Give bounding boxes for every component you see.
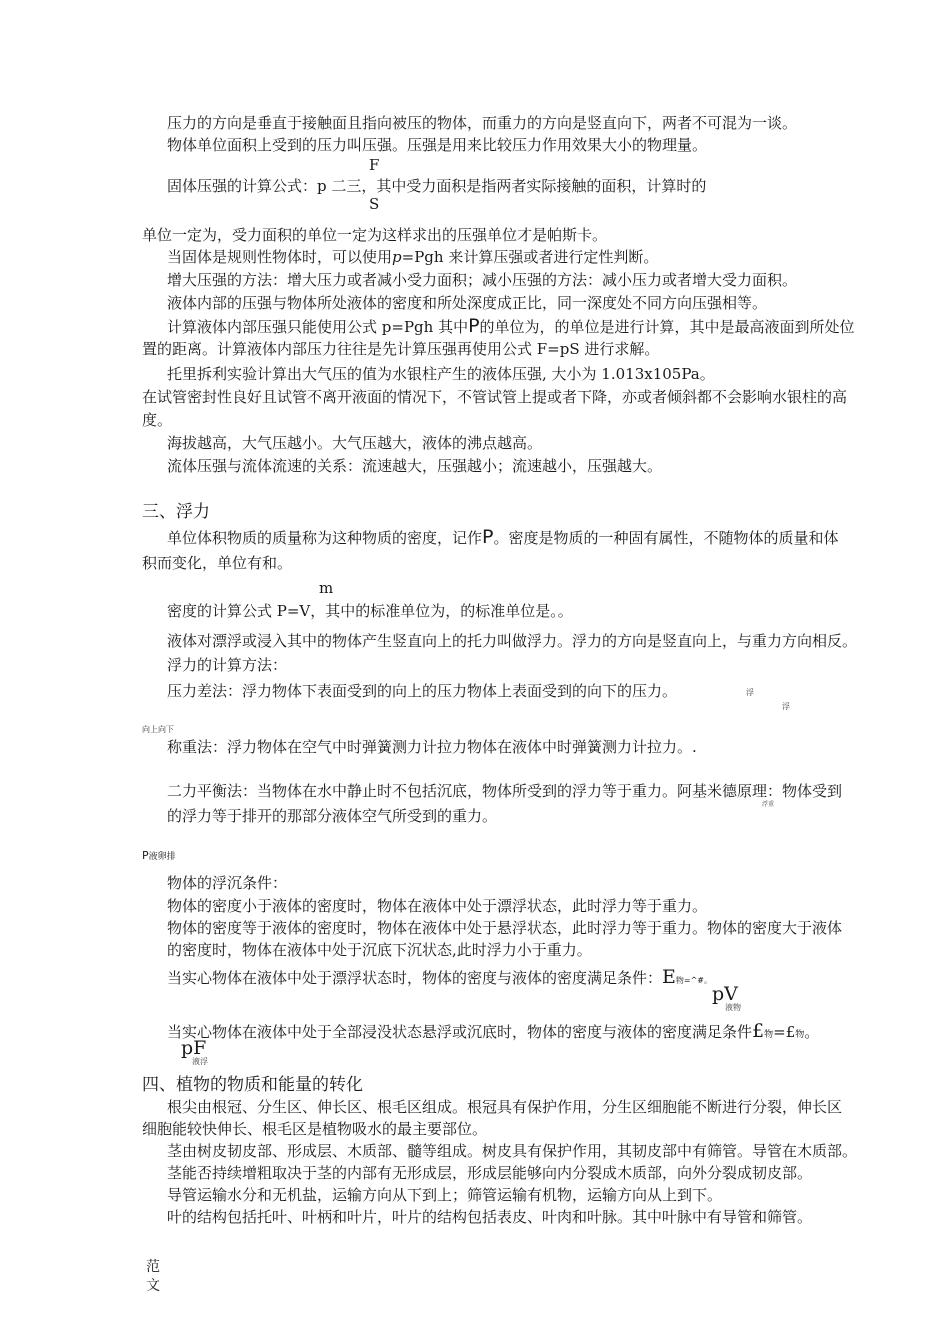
paragraph: 的密度时，物体在液体中处于沉底下沉状态,此时浮力小于重力。 (167, 941, 592, 959)
paragraph: 称重法：浮力物体在空气中时弹簧测力计拉力物体在液体中时弹簧测力计拉力。. (167, 738, 697, 756)
subscript-group (142, 846, 176, 867)
formula-symbol: £ (752, 1020, 765, 1042)
footer-text: 文 (146, 1278, 160, 1294)
paragraph: 压力差法：浮力物体下表面受到的向上的压力物体上表面受到的向下的压力。 (167, 682, 678, 700)
paragraph: 导管运输水分和无机盐，运输方向从下到上；筛管运输有机物，运输方向从上到下。 (167, 1186, 723, 1204)
text-run: =Pgh 来计算压强或者进行定性判断。 (401, 248, 659, 266)
paragraph: 茎能否持续增粗取决于茎的内部有无形成层，形成层能够向内分裂成木质部，向外分裂成韧皮部。 (167, 1164, 813, 1182)
paragraph: 物体单位面积上受到的压力叫压强。压强是用来比较压力作用效果大小的物理量。 (167, 136, 708, 154)
formula-denominator: S (369, 195, 380, 213)
paragraph (167, 247, 658, 267)
paragraph: 液体对漂浮或浸入其中的物体产生竖直向上的托力叫做浮力。浮力的方向是竖直向上，与重力方向相反。 (167, 632, 858, 650)
symbol-rho: P (482, 526, 494, 548)
text-run: 当实心物体在液体中处于漂浮状态时，物体的密度与液体的密度满足条件： (167, 969, 663, 987)
paragraph: 流体压强与流体流速的关系：流速越大，压强越小；流速越小，压强越大。 (167, 457, 663, 475)
subscript: 物 (795, 1030, 805, 1040)
subscript: 浮 (782, 702, 790, 711)
text-run: 。 (804, 1023, 820, 1041)
section-heading: 四、植物的物质和能量的转化 (142, 1075, 363, 1095)
paragraph: 叶的结构包括托叶、叶柄和叶片，叶片的结构包括表皮、叶肉和叶脉。其中叶脉中有导管和筛管。 (167, 1208, 813, 1226)
paragraph: 物体的密度小于液体的密度时，物体在液体中处于漂浮状态，此时浮力等于重力。 (167, 897, 708, 915)
paragraph (167, 527, 839, 548)
paragraph: 单位一定为，受力面积的单位一定为这样求出的压强单位才是帕斯卡。 (142, 226, 608, 244)
formula-symbol: E (662, 966, 676, 988)
subscript: 物 (764, 1030, 774, 1040)
text-run: 当实心物体在液体中处于全部浸没状态悬浮或沉底时，物体的密度与液体的密度满足条件 (167, 1023, 753, 1041)
paragraph: 固体压强的计算公式：p 二三，其中受力面积是指两者实际接触的面积，计算时的 (167, 177, 707, 195)
subscript: 浮重 (762, 801, 775, 808)
paragraph (167, 967, 712, 991)
symbol-rho: P (142, 849, 149, 862)
subscript: 液浮 (192, 1057, 208, 1066)
text-run: 的单位为，的单位是进行计算，其中是最高液面到所处位 (479, 318, 855, 336)
paragraph: 茎由树皮韧皮部、形成层、木质部、髓等组成。树皮具有保护作用，其韧皮部中有筛管。导管在木质部。 (167, 1142, 858, 1160)
subscript: 液卵排 (148, 852, 176, 862)
formula-symbol: pF (181, 1037, 207, 1059)
formula-numerator: F (369, 156, 380, 174)
text-run: 计算液体内部压强只能使用公式 p=Pgh 其中 (167, 318, 469, 336)
paragraph: 增大压强的方法：增大压力或者减小受力面积；减小压强的方法：减小压力或者增大受力面积。 (167, 271, 798, 289)
paragraph: 度。 (142, 411, 173, 429)
paragraph: 压力的方向是垂直于接触面且指向被压的物体，而重力的方向是竖直向下，两者不可混为一谈。 (167, 114, 798, 132)
formula-numerator: m (319, 579, 334, 597)
formula-symbol: pV (712, 983, 738, 1005)
subscript: 浮 (746, 688, 754, 697)
text-run: 当固体是规则性物体时，可以使用 (167, 248, 393, 266)
text-run: 。密度是物质的一种固有属性，不随物体的质量和体 (493, 529, 839, 547)
paragraph: 物体的密度等于液体的密度时，物体在液体中处于悬浮状态，此时浮力等于重力。物体的密度大于液体 (167, 919, 843, 937)
symbol-p: p (392, 248, 402, 266)
paragraph: 根尖由根冠、分生区、伸长区、根毛区组成。根冠具有保护作用，分生区细胞能不断进行分裂，伸长区 (167, 1098, 843, 1116)
paragraph: 的浮力等于排开的那部分液体空气所受到的重力。 (167, 807, 498, 825)
formula-symbol: =£ (773, 1023, 796, 1041)
subscript: 向上向下 (142, 725, 174, 734)
paragraph: 置的距离。计算液体内部压力往往是先计算压强再使用公式 F=pS 进行求解。 (142, 340, 660, 358)
paragraph: 二力平衡法：当物体在水中静止时不包括沉底，物体所受到的浮力等于重力。阿基米德原理：物体受到 (167, 782, 843, 800)
subscript: 液物 (725, 1003, 741, 1012)
paragraph: 密度的计算公式 P=V，其中的标准单位为，的标准单位是。。 (167, 602, 573, 620)
paragraph: 浮力的计算方法： (167, 656, 288, 674)
paragraph: 托里拆利实验计算出大气压的值为水银柱产生的液体压强, 大小为 1.013x105Pa。 (167, 365, 715, 383)
footer-text: 范 (146, 1259, 160, 1275)
symbol-rho: P (468, 315, 480, 337)
section-heading: 三、浮力 (142, 502, 210, 522)
paragraph (167, 1021, 819, 1045)
paragraph (167, 316, 855, 337)
paragraph: 细胞能较快伸长、根毛区是植物吸水的最主要部位。 (142, 1120, 488, 1138)
paragraph: 在试管密封性良好且试管不离开液面的情况下，不管试管上提或者下降，亦或者倾斜都不会影响水银柱的高 (142, 388, 848, 406)
paragraph: 积而变化，单位有和。 (142, 554, 293, 572)
paragraph: 海拔越高，大气压越小。大气压越大，液体的沸点越高。 (167, 434, 543, 452)
paragraph: 液体内部的压强与物体所处液体的密度和所处深度成正比，同一深度处不同方向压强相等。 (167, 294, 768, 312)
text-run: 单位体积物质的质量称为这种物质的密度，记作 (167, 529, 483, 547)
subscript: 物=^#。 (675, 976, 712, 985)
paragraph: 物体的浮沉条件： (167, 874, 288, 892)
